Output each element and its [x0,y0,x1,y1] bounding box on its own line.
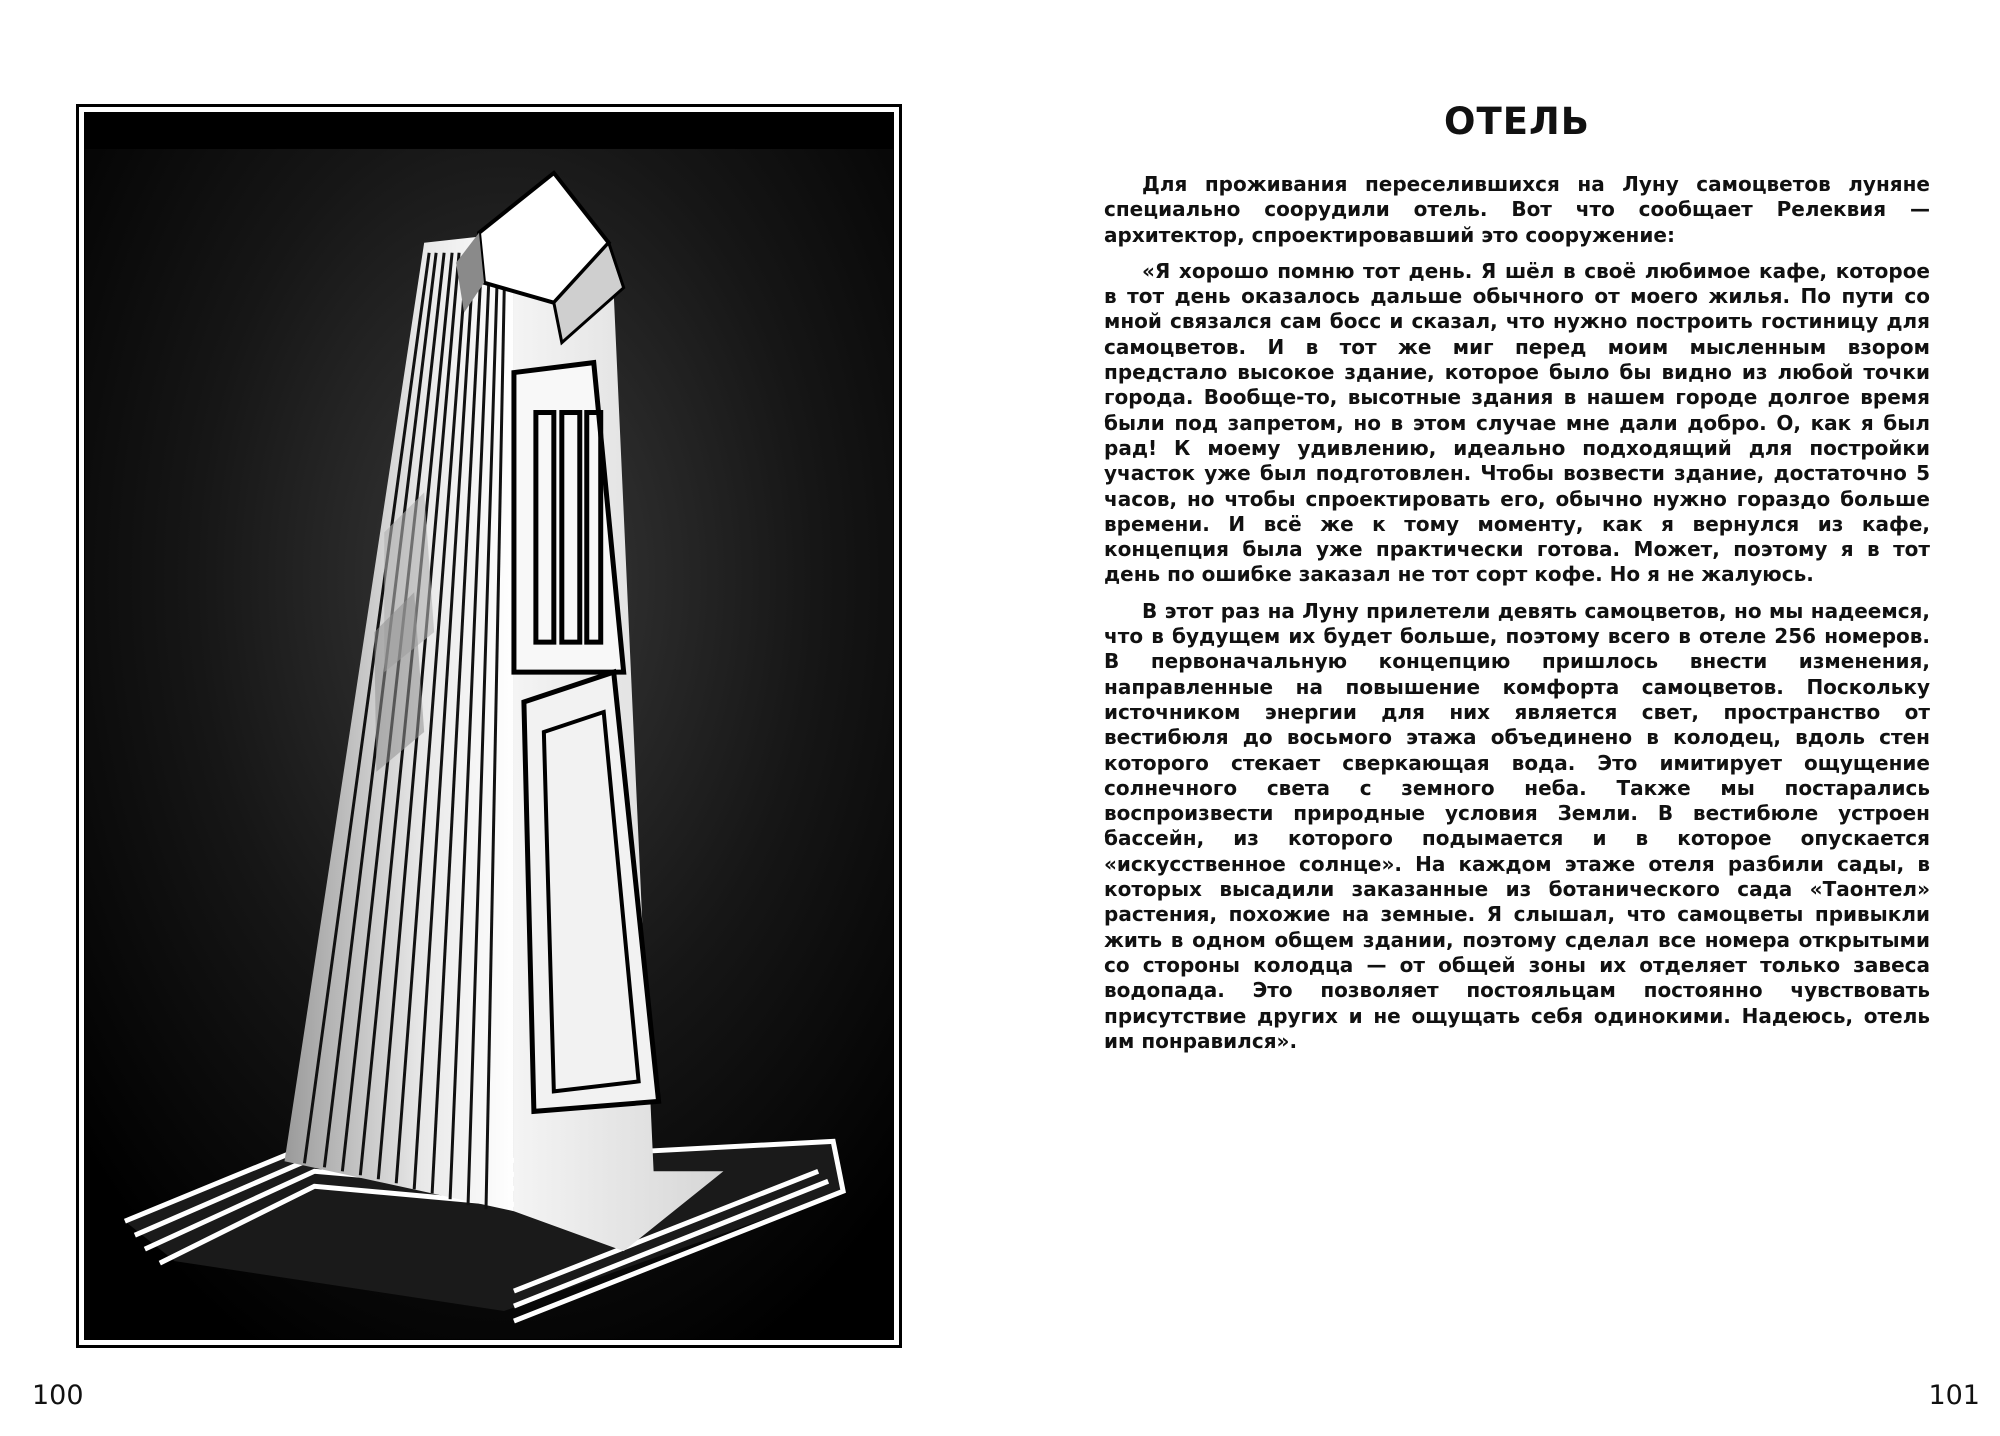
tower-illustration [84,112,894,1340]
page-number-left: 100 [32,1380,84,1411]
paragraph-intro: Для проживания переселившихся на Луну самоцветов луняне специально соорудили отель. Вот что сообщает Релеквия — архитектор, спроектировавший это сооружение: [1104,172,1930,247]
paragraph-quote-1: «Я хорошо помню тот день. Я шёл в своё любимое кафе, которое в тот день оказалось дальше обычного от моего жилья. По пути со мной связался сам босс и сказал, что нужно построить гостиницу для самоцветов. И в тот же миг перед моим мысленным взором предстало высокое здание, которое было бы видно из любой точки города. Вообще-то, высотные здания в нашем городе долгое время были под запретом, но в этом случае мне дали добро. О, как я был рад! К моему удивлению, идеально подходящий для постройки участок уже был подготовлен. Чтобы возвести здание, достаточно 5 часов, но чтобы спроектировать его, обычно нужно гораздо больше времени. И всё же к тому моменту, как я вернулся из кафе, концепция была уже практически готова. Может, поэтому я в тот день по ошибке заказал не тот сорт кофе. Но я не жалуюсь. [1104,258,1930,587]
illustration-frame [76,104,902,1348]
paragraph-quote-2: В этот раз на Луну прилетели девять самоцветов, но мы надеемся, что в будущем их будет больше, поэтому всего в отеле 256 номеров. В первоначальную концепцию пришлось внести изменения, направленные на повышение комфорта самоцветов. Поскольку источником энергии для них является свет, пространство от вестибюля до восьмого этажа объединено в колодец, вдоль стен которого стекает сверкающая вода. Это имитирует ощущение солнечного света с земного неба. Также мы постарались воспроизвести природные условия Земли. В вестибюле устроен бассейн, из которого подымается и в которое опускается «искусственное солнце». На каждом этаже отеля разбили сады, в которых высадили заказанные из ботанического сада «Таонтел» растения, похожие на земные. Я слышал, что самоцветы привыкли жить в одном общем здании, поэтому сделал все номера открытыми со стороны колодца — от общей зоны их отделяет только завеса водопада. Это позволяет постояльцам постоянно чувствовать присутствие других и не ощущать себя одинокими. Надеюсь, отель им понравился». [1104,598,1930,1053]
text-column [1104,98,1930,1065]
page-number-right: 101 [1928,1380,1980,1411]
tower-icon [85,113,893,1339]
chapter-title: ОТЕЛЬ [1444,100,1590,143]
